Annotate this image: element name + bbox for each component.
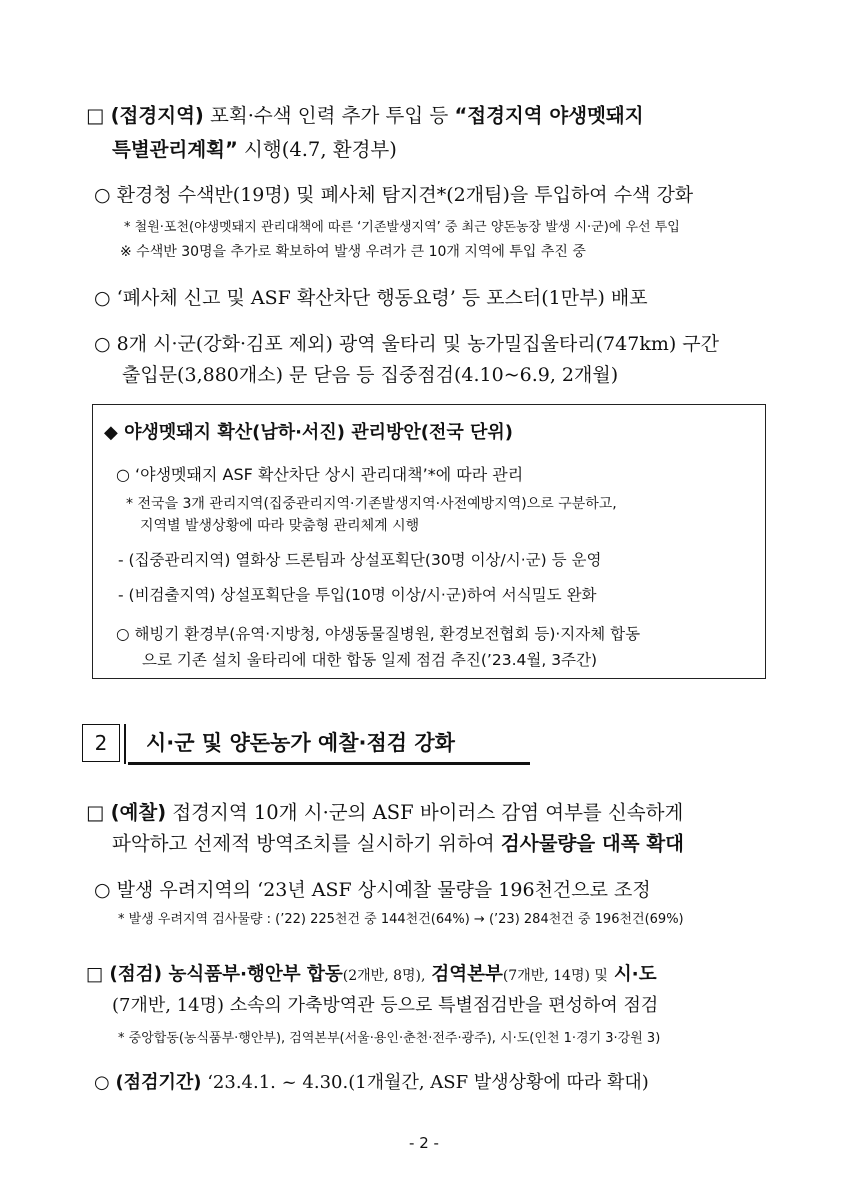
block1-quote-cont: 특별관리계획” (112, 138, 238, 161)
block3-province: 시·도 (613, 964, 657, 985)
box-title: ◆ 야생멧돼지 확산(남하·서진) 관리방안(전국 단위) (104, 422, 514, 443)
square-bullet-icon: □ (86, 964, 104, 985)
square-bullet-icon: □ (86, 104, 105, 127)
box-item1-note2: 지역별 발생상황에 따라 맞춤형 관리체계 시행 (140, 518, 420, 534)
block3-text-a: (2개반, 8명), (342, 968, 426, 984)
circle-bullet-icon: ○ (94, 1072, 110, 1093)
block1-text-cont: 시행(4.7, 환경부) (244, 138, 397, 161)
block1-bullet1: ○ 환경청 수색반(19명) 및 폐사체 탐지견*(2개팀)을 투입하여 수색 강화 (94, 184, 694, 206)
section-title: 시·군 및 양돈농가 예찰·점검 강화 (146, 731, 455, 755)
block1-bullet1-note1: * 철원·포천(야생멧돼지 관리대책에 따른 ‘기존발생지역’ 중 최근 양돈농장 발생 시·군)에 우선 투입 (124, 220, 680, 235)
block2-line2 (112, 828, 684, 856)
block1-heading: (접경지역) (110, 104, 204, 127)
block2-emphasis: 검사물량을 대폭 확대 (500, 832, 685, 855)
box-item4-line1: ○ 해빙기 환경부(유역·지방청, 야생동물질병원, 환경보전협회 등)·지자체 합동 (116, 625, 641, 643)
box-item1: ○ ‘야생멧돼지 ASF 확산차단 상시 관리대책’*에 따라 관리 (116, 465, 524, 484)
block2-heading: (예찰) (110, 801, 167, 824)
block3-quarantine: 검역본부 (431, 964, 503, 985)
block3-line1 (86, 960, 657, 986)
block3-heading: (점검) 농식품부·행안부 합동 (109, 964, 343, 985)
block3-period-label: (점검기간) (115, 1072, 202, 1093)
block3-bullet1 (94, 1068, 649, 1094)
block1-text: 포획·수색 인력 추가 투입 등 (210, 104, 449, 127)
section-underline (128, 762, 530, 765)
block2-bullet1: ○ 발생 우려지역의 ‘23년 ASF 상시예찰 물량을 196천건으로 조정 (94, 879, 651, 901)
box-item1-note1: * 전국을 3개 관리지역(집중관리지역·기존발생지역·사전예방지역)으로 구분하고, (126, 496, 617, 512)
block2-line1 (86, 797, 683, 825)
block1-bullet3-line2: 출입문(3,880개소) 문 닫음 등 집중점검(4.10~6.9, 2개월) (122, 364, 619, 386)
block3-note: * 중앙합동(농식품부·행안부), 검역본부(서울·용인·춘천·전주·광주), 시·도(인천 1·경기 3·강원 3) (118, 1031, 661, 1046)
block3-text-b: (7개반, 14명) 및 (502, 968, 608, 984)
box-item2: - (집중관리지역) 열화상 드론팀과 상설포획단(30명 이상/시·군) 등 운영 (118, 551, 602, 569)
block1-bullet1-note2: ※ 수색반 30명을 추가로 확보하여 발생 우려가 큰 10개 지역에 투입 추진 중 (120, 244, 586, 260)
block1-quote: “접경지역 야생멧돼지 (454, 104, 644, 127)
box-item3: - (비검출지역) 상설포획단을 투입(10명 이상/시·군)하여 서식밀도 완화 (118, 586, 597, 604)
page-number: - 2 - (409, 1134, 439, 1152)
box-item4-line2: 으로 기존 설치 울타리에 대한 합동 일제 점검 추진(’23.4월, 3주간) (142, 651, 598, 669)
block1-line2 (112, 134, 397, 162)
block3-line2: (7개반, 14명) 소속의 가축방역관 등으로 특별점검반을 편성하여 점검 (112, 995, 659, 1016)
section-divider (124, 724, 126, 764)
block2-text-cont: 파악하고 선제적 방역조치를 실시하기 위하여 (112, 832, 495, 855)
section-number: 2 (82, 724, 120, 762)
block1-bullet2: ○ ‘폐사체 신고 및 ASF 확산차단 행동요령’ 등 포스터(1만부) 배포 (94, 287, 648, 309)
block2-bullet1-note: * 발생 우려지역 검사물량 : (’22) 225천건 중 144천건(64%) → (’23) 284천건 중 196천건(69%) (118, 912, 684, 927)
block2-text: 접경지역 10개 시·군의 ASF 바이러스 감염 여부를 신속하게 (172, 801, 684, 824)
square-bullet-icon: □ (86, 801, 105, 824)
block3-period-text: ‘23.4.1. ~ 4.30.(1개월간, ASF 발생상황에 따라 확대) (207, 1072, 649, 1093)
block1-bullet3-line1: ○ 8개 시·군(강화·김포 제외) 광역 울타리 및 농가밀집울타리(747km) 구간 (94, 333, 720, 355)
block1-line1 (86, 100, 644, 128)
